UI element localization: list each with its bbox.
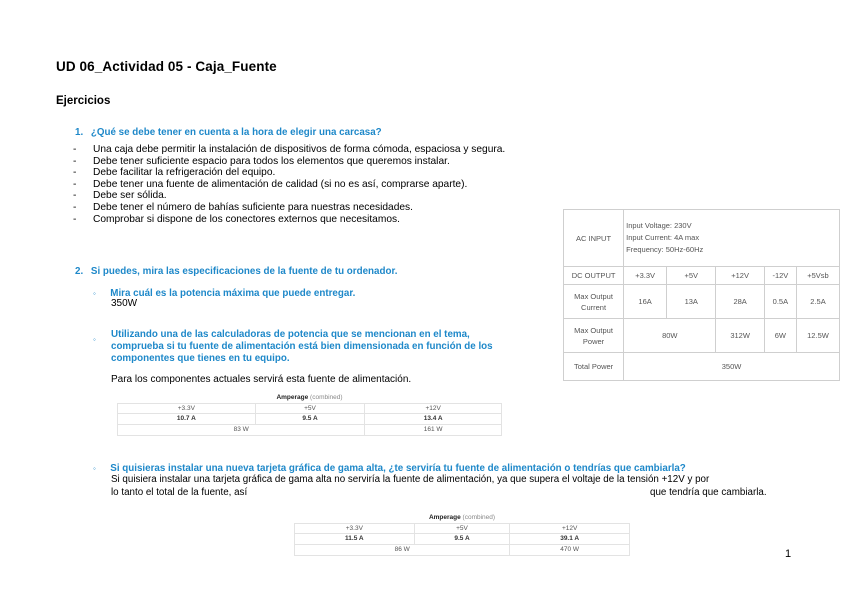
question-1-number: 1. bbox=[75, 127, 84, 138]
max-current-label: Max Output Current bbox=[564, 285, 624, 319]
amperage-table-new-gpu bbox=[294, 513, 630, 556]
list-item: - Comprobar si dispone de los conectores externos que necesitamos. bbox=[73, 213, 400, 225]
list-item: - Debe tener una fuente de alimentación de calidad (si no es así, comprarse aparte). bbox=[73, 178, 468, 190]
sub-question-c-answer-line-2b: que tendría que cambiarla. bbox=[650, 487, 767, 498]
rail-label: -12V bbox=[764, 267, 796, 285]
current-value: 16A bbox=[624, 285, 667, 319]
list-item: - Debe ser sólida. bbox=[73, 190, 167, 202]
power-value: 12.5W bbox=[796, 319, 839, 353]
total-power-value: 350W bbox=[624, 353, 840, 381]
rail-label: +3.3V bbox=[295, 523, 415, 533]
current-value: 2.5A bbox=[796, 285, 839, 319]
list-item: - Debe tener suficiente espacio para todos los elementos que queremos instalar. bbox=[73, 155, 450, 167]
list-item: - Debe facilitar la refrigeración del equipo. bbox=[73, 167, 276, 179]
amp-value: 9.5 A bbox=[255, 413, 365, 424]
question-2 bbox=[75, 266, 397, 277]
sub-question-a-answer: 350W bbox=[111, 298, 138, 309]
bullet-icon: ◦ bbox=[93, 464, 96, 473]
rail-label: +5Vsb bbox=[796, 267, 839, 285]
sub-question-a-text: Mira cuál es la potencia máxima que puede entregar. bbox=[110, 288, 356, 299]
current-value: 0.5A bbox=[764, 285, 796, 319]
rail-label: +3.3V bbox=[118, 403, 256, 413]
total-power-label: Total Power bbox=[564, 353, 624, 381]
amp-value: 11.5 A bbox=[295, 533, 415, 544]
amperage-header: Amperage (combined) bbox=[428, 514, 496, 522]
amp-value: 13.4 A bbox=[365, 413, 502, 424]
question-2-text: Si puedes, mira las especificaciones de la fuente de tu ordenador. bbox=[90, 266, 398, 277]
question-1-text: ¿Qué se debe tener en cuenta a la hora de elegir una carcasa? bbox=[90, 127, 382, 138]
bullet-icon: ◦ bbox=[93, 335, 96, 344]
question-1-answer-list bbox=[73, 144, 593, 225]
rail-label: +12V bbox=[716, 267, 764, 285]
psu-spec-table bbox=[563, 209, 840, 381]
bullet-icon: ◦ bbox=[93, 289, 96, 298]
rail-label: +5V bbox=[667, 267, 716, 285]
section-heading: Ejercicios bbox=[56, 95, 111, 107]
watts-12v: 161 W bbox=[365, 424, 502, 435]
amp-value: 10.7 A bbox=[118, 413, 256, 424]
rail-label: +12V bbox=[510, 523, 630, 533]
power-value: 6W bbox=[764, 319, 796, 353]
sub-question-b-answer: Para los componentes actuales servirá esta fuente de alimentación. bbox=[111, 374, 412, 385]
power-value-combined: 80W bbox=[624, 319, 716, 353]
amp-value: 39.1 A bbox=[510, 533, 630, 544]
watts-12v: 470 W bbox=[510, 544, 630, 555]
amp-value: 9.5 A bbox=[414, 533, 510, 544]
rail-label: +5V bbox=[255, 403, 365, 413]
rail-label: +12V bbox=[365, 403, 502, 413]
current-value: 13A bbox=[667, 285, 716, 319]
rail-label: +5V bbox=[414, 523, 510, 533]
power-value: 312W bbox=[716, 319, 764, 353]
amperage-table-current bbox=[117, 393, 502, 436]
watts-combined: 86 W bbox=[295, 544, 510, 555]
sub-question-c-text: Si quisieras instalar una nueva tarjeta gráfica de gama alta, ¿te serviría tu fuente de alimentación o tendrías que cambiarla? bbox=[110, 463, 686, 474]
sub-question-c-answer-line-1: Si quisiera instalar una tarjeta gráfica de gama alta no serviría la fuente de alimentación, ya que supera el voltaje de la tensión +12V y por bbox=[111, 474, 710, 485]
rail-label: +3.3V bbox=[624, 267, 667, 285]
amperage-header: Amperage (combined) bbox=[276, 394, 343, 402]
current-value: 28A bbox=[716, 285, 764, 319]
sub-question-b bbox=[93, 329, 96, 347]
sub-question-c-answer-line-2a: lo tanto el total de la fuente, así bbox=[111, 487, 248, 498]
watts-combined: 83 W bbox=[118, 424, 365, 435]
max-power-label: Max Output Power bbox=[564, 319, 624, 353]
page-number: 1 bbox=[785, 548, 792, 560]
question-2-number: 2. bbox=[75, 266, 84, 277]
dc-output-label: DC OUTPUT bbox=[564, 267, 624, 285]
list-item: - Una caja debe permitir la instalación de dispositivos de forma cómoda, espaciosa y segura. bbox=[73, 144, 506, 155]
question-1 bbox=[75, 127, 382, 138]
sub-question-b-text: Utilizando una de las calculadoras de potencia que se mencionan en el tema, comprueba si tu fuente de alimentación está bien dimensionada en función de los componentes que tienes en tu equipo. bbox=[111, 329, 493, 364]
document-title: UD 06_Actividad 05 - Caja_Fuente bbox=[56, 59, 277, 74]
list-item: - Debe tener el número de bahías suficiente para nuestras necesidades. bbox=[73, 201, 413, 213]
ac-input-specs: Input Voltage: 230V Input Current: 4A max Frequency: 50Hz-60Hz bbox=[624, 210, 840, 267]
ac-input-label: AC INPUT bbox=[564, 210, 624, 267]
